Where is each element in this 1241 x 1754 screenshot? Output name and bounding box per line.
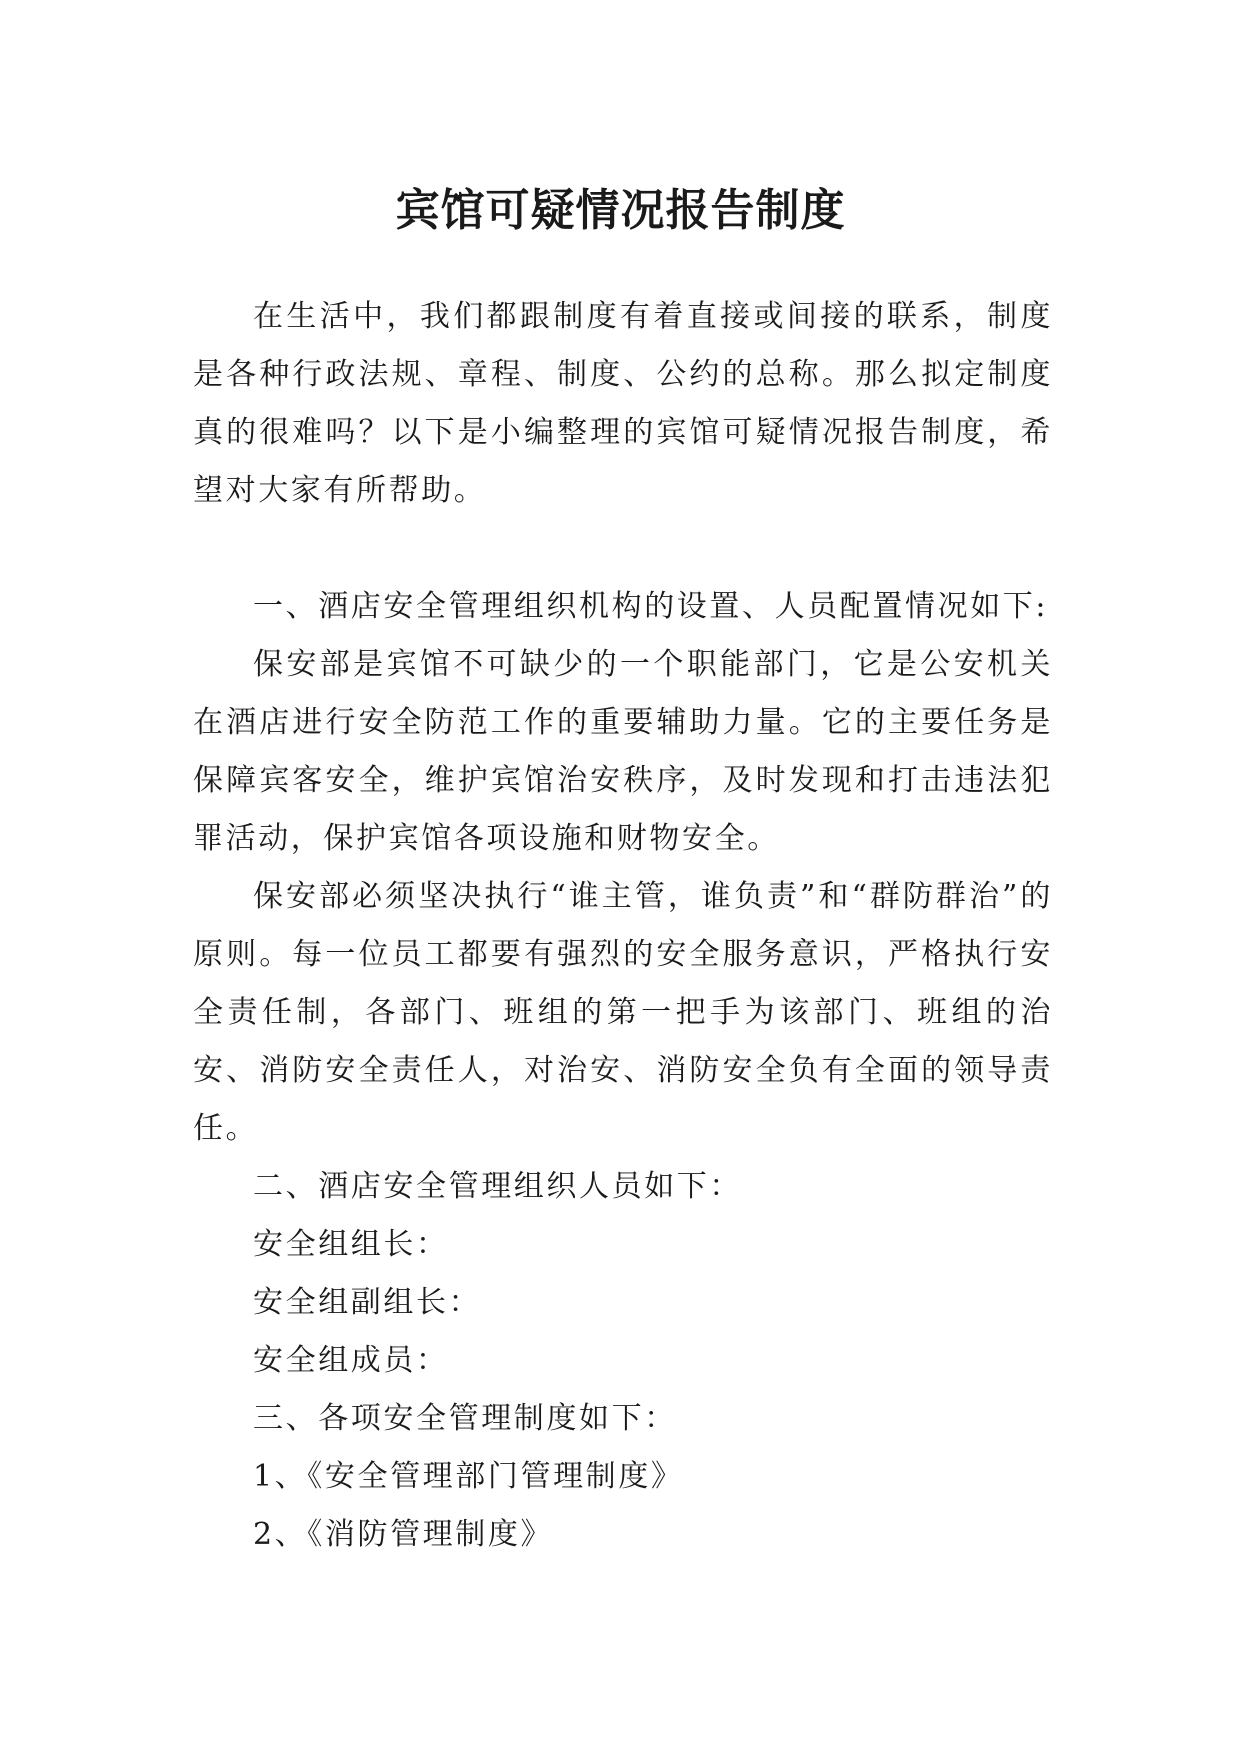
list-item: 2、《消防管理制度》 (253, 1517, 554, 1552)
document-title: 宾馆可疑情况报告制度 (395, 185, 846, 237)
section-one-heading: 一、酒店安全管理组织机构的设置、人员配置情况如下: (253, 589, 1049, 624)
list-item: 1、《安全管理部门管理制度》 (253, 1459, 684, 1494)
list-item: 安全组组长： (253, 1227, 449, 1262)
intro-paragraph: 在生活中，我们都跟制度有着直接或间接的联系，制度是各种行政法规、章程、制度、公约的总称。那么拟定制度真的很难吗？以下是小编整理的宾馆可疑情况报告制度，希望对大家有所帮助。 (193, 299, 1053, 508)
body-paragraph: 保安部必须坚决执行“谁主管，谁负责”和“群防群治”的原则。每一位员工都要有强烈的安全服务意识，严格执行安全责任制，各部门、班组的第一把手为该部门、班组的治安、消防安全责任人，对治安、消防安全负有全面的领导责任。 (193, 879, 1053, 1146)
section-three-heading: 三、各项安全管理制度如下： (253, 1401, 677, 1436)
body-paragraph: 保安部是宾馆不可缺少的一个职能部门，它是公安机关在酒店进行安全防范工作的重要辅助力量。它的主要任务是保障宾客安全，维护宾馆治安秩序，及时发现和打击违法犯罪活动，保护宾馆各项设施和财物安全。 (193, 647, 1053, 856)
section-two-heading: 二、酒店安全管理组织人员如下： (253, 1169, 742, 1204)
list-item: 安全组副组长： (253, 1285, 482, 1320)
document-body (193, 288, 1053, 1564)
list-item: 安全组成员： (253, 1343, 449, 1378)
